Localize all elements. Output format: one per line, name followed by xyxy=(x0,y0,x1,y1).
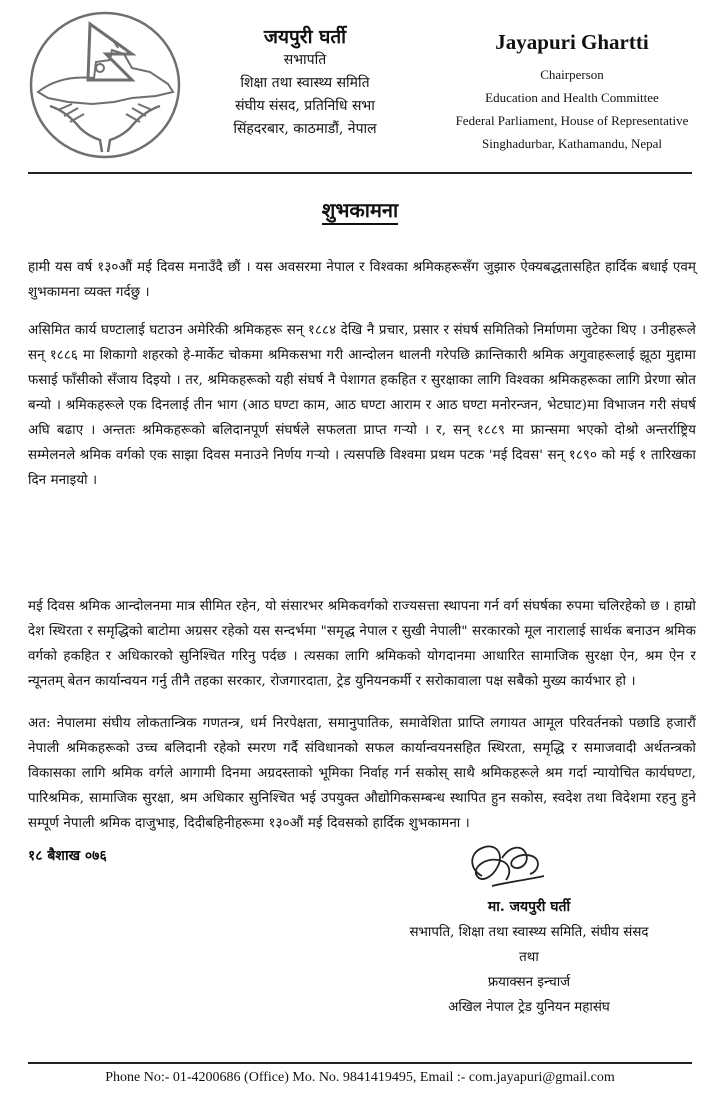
signer-name: मा. जयपुरी घर्ती xyxy=(487,899,571,915)
document-title xyxy=(0,196,720,223)
paragraph-closing: अत: नेपालमा संघीय लोकतान्त्रिक गणतन्त्र, धर्म निरपेक्षता, समानुपातिक, समावेशिता प्राप्ति लगायत आमूल परिवर्तनको पछाडि हजारौं नेपाली श्रमिकहरूको उच्च बलिदानी रहेको स्मरण गर्दै संविधानको सफल कार्यान्वयनसहित स्थिरता, समृद्धि र समाजवादी अर्थतन्त्रको विकासका लागि श्रमिक वर्गले आगामी दिनमा अग्रदस्ताको भूमिका निर्वाह गर्न सकोस् साथै श्रमिकहरूले श्रम गर्दा न्यायोचित कार्यघण्टा, पारिश्रमिक, सामाजिक सुरक्षा, श्रम अधिकार सुनिश्चित भई उपयुक्त औद्योगिकसम्बन्ध स्थापित हुन सकोस, स्वदेश तथा विदेशमा रहनु हुने सम्पूर्ण नेपाली श्रमिक दाजुभाइ, दिदीबहिनीहरूमा १३०औं मई दिवसको हार्दिक शुभकामना । xyxy=(28,716,696,831)
paragraph-intro: हामी यस वर्ष १३०औं मई दिवस मनाउँदै छौं । यस अवसरमा नेपाल र विश्वका श्रमिकहरूसँग जुझारु ऐक्यबद्धतासहित हार्दिक बधाई एवम् शुभकामना व्यक्त गर्दछु । xyxy=(28,260,696,300)
footer-contact: Phone No:- 01-4200686 (Office) Mo. No. 9841419495, Email :- com.jayapuri@gmail.com xyxy=(105,1070,615,1085)
header-english-line: Chairperson xyxy=(540,67,604,82)
signer-line: फ्रयाक्सन इन्चार्ज xyxy=(487,975,571,990)
header-english xyxy=(432,30,712,155)
header-english-name: Jayapuri Ghartti xyxy=(495,30,649,54)
handwritten-signature xyxy=(452,836,562,898)
header-nepali-line: सिंहदरबार, काठमाडौं, नेपाल xyxy=(233,121,377,137)
header-english-line: Education and Health Committee xyxy=(485,90,659,105)
signer-line: तथा xyxy=(519,950,539,965)
header-english-line: Singhadurbar, Kathamandu, Nepal xyxy=(482,136,662,151)
footer-divider xyxy=(28,1062,692,1064)
hands-map-flag-icon xyxy=(28,10,182,160)
emblem-logo xyxy=(28,10,182,160)
header-english-line: Federal Parliament, House of Representative xyxy=(455,113,689,128)
signature-icon xyxy=(452,836,562,898)
header-nepali-line: सभापति xyxy=(283,52,327,68)
paragraph-history: असिमित कार्य घण्टालाई घटाउन अमेरिकी श्रमिकहरू सन् १८८४ देखि नै प्रचार, प्रसार र संघर्ष समितिको निर्माणमा जुटेका थिए । उनीहरूले सन् १८८६ मा शिकागो शहरको हे-मार्केट चोकमा श्रमिकसभा गरी आन्दोलन थालनी गरेपछि क्रान्तिकारी श्रमिक अगुवाहरूलाई झूठा मुद्दामा फसाई फाँसीको सँजाय दिइयो । तर, श्रमिकहरूको यही संघर्ष नै पेशागत हकहित र सुरक्षाका लागि विश्वका श्रमिकहरूका लागि प्रेरणा स्रोत बन्यो । श्रमिकहरूले एक दिनलाई तीन भाग (आठ घण्टा काम, आठ घण्टा आराम र आठ घण्टा मनोरन्जन, भेटघाट)मा विभाजन गरी संघर्ष अघि बढाए । अन्ततः श्रमिकहरूको बलिदानपूर्ण संघर्षले सफलता प्राप्त गऱ्यो । र, सन् १८८९ मा फ्रान्समा भएको दोश्रो अन्तर्राष्ट्रिय सम्मेलनले श्रमिक वर्गको एक साझा दिवस मनाउने निर्णय गऱ्यो । त्यसपछि विश्वमा प्रथम पटक 'मई दिवस' सन् १८९० को मई १ तारिखका दिन मनाइयो । xyxy=(28,323,696,488)
paragraph-current: मई दिवस श्रमिक आन्दोलनमा मात्र सीमित रहेन, यो संसारभर श्रमिकवर्गको राज्यसत्ता स्थापना गर्न वर्ग संघर्षका रुपमा चलिरहेको छ । हाम्रो देश स्थिरता र समृद्धिको बाटोमा अग्रसर रहेको यस सन्दर्भमा "समृद्ध नेपाल र सुखी नेपाली" सरकारको मूल नारालाई सार्थक बनाउन श्रमिक वर्गको हकहित र अधिकारको सुनिश्चित गरिनु पर्दछ । त्यसका लागि श्रमिकको योगदानमा आधारित सामाजिक सुरक्षा ऐन, श्रम ऐन र न्यूनतम् बेतन कार्यान्वयन गर्नु तीनै तहका सरकार, रोजगारदाता, ट्रेड युनियनकर्मी र सरोकावाला पक्ष सबैको मुख्य कार्यभार हो । xyxy=(28,599,696,689)
signer-line: सभापति, शिक्षा तथा स्वास्थ्य समिति, संघीय संसद xyxy=(409,925,649,940)
header-nepali-name: जयपुरी घर्ती xyxy=(263,26,347,48)
header-nepali xyxy=(190,26,420,141)
signer-line: अखिल नेपाल ट्रेड युनियन महासंघ xyxy=(448,1000,610,1015)
header-nepali-line: शिक्षा तथा स्वास्थ्य समिति xyxy=(240,75,370,91)
letter-date: १८ बैशाख ०७६ xyxy=(28,848,107,864)
signer-block xyxy=(364,895,694,1020)
header-divider xyxy=(28,172,692,174)
title-text: शुभकामना xyxy=(322,198,398,225)
header-nepali-line: संघीय संसद, प्रतिनिधि सभा xyxy=(235,98,375,114)
